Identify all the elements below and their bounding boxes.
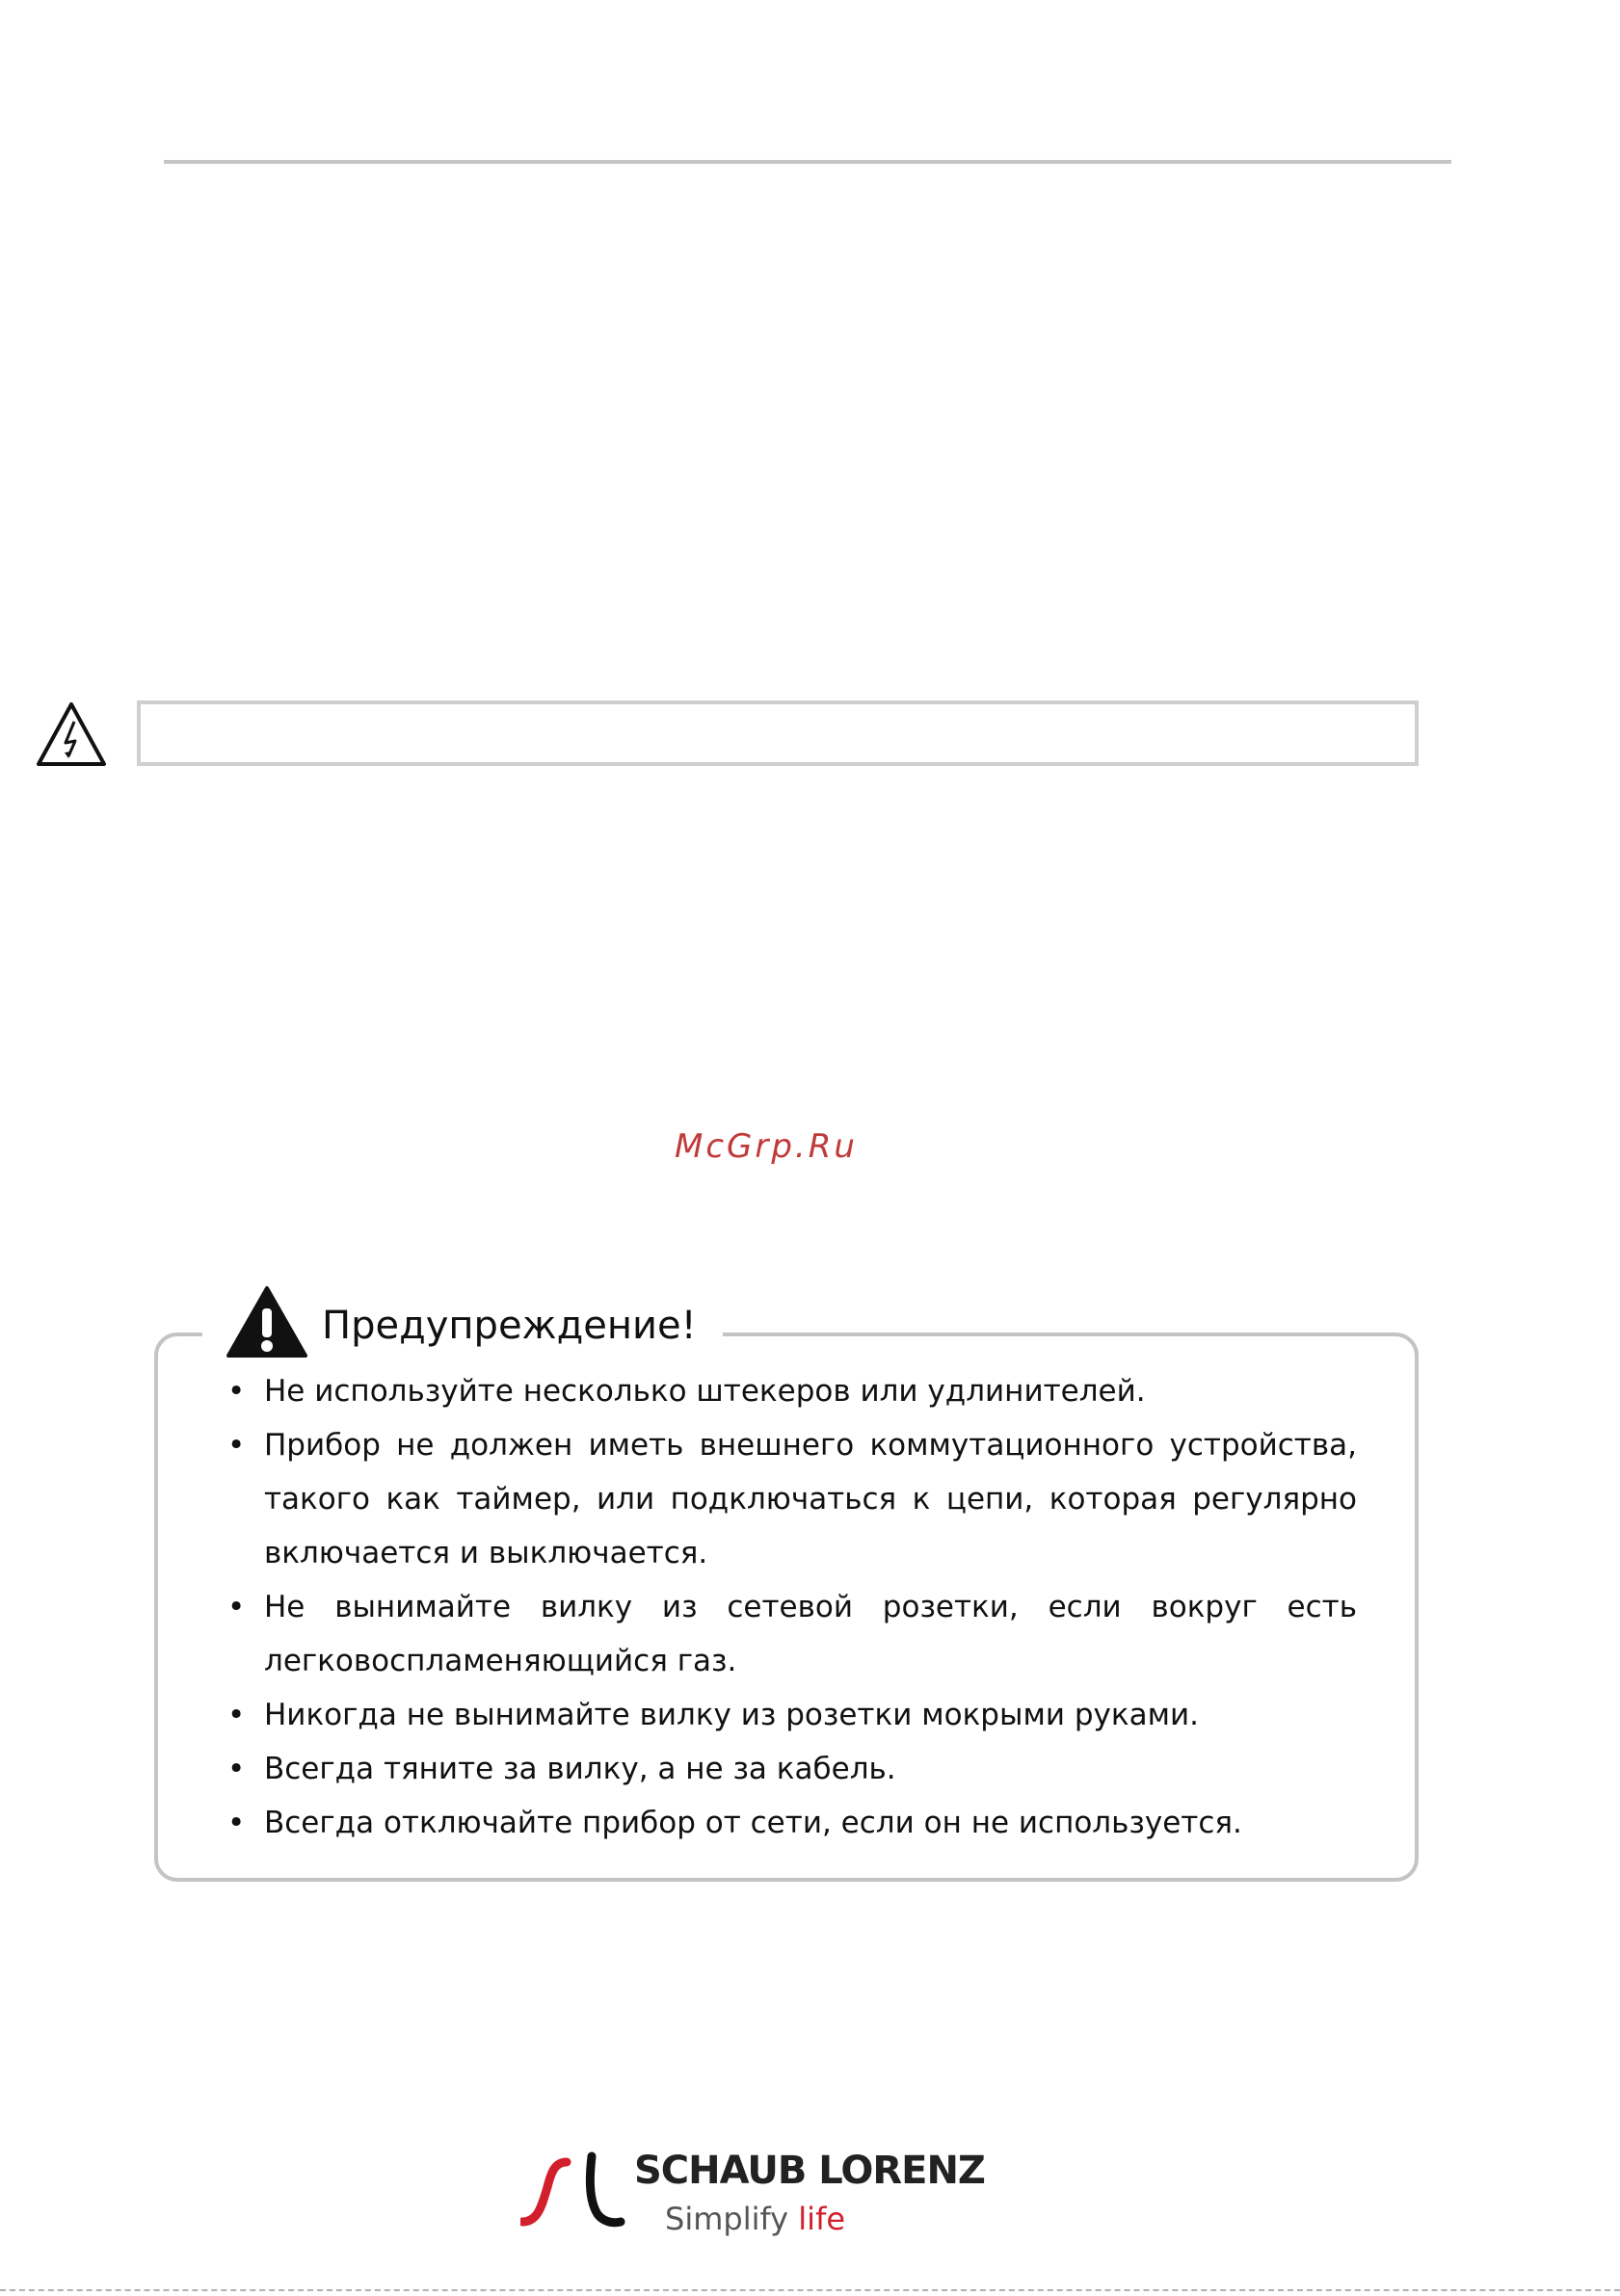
warning-item-text: Прибор не должен иметь внешнего коммутационного устройства, такого как таймер, или подключаться к цепи, которая регулярно включается и выключается. bbox=[264, 1428, 1357, 1570]
electric-shock-warning-icon bbox=[35, 700, 108, 768]
exclamation-warning-icon bbox=[226, 1285, 308, 1359]
bullet: • bbox=[227, 1698, 246, 1732]
warning-list bbox=[227, 1364, 1357, 1850]
bullet: • bbox=[227, 1590, 246, 1624]
warning-item bbox=[227, 1742, 1357, 1796]
brand-logo bbox=[520, 2145, 1041, 2251]
warning-item bbox=[227, 1796, 1357, 1850]
brand-tagline bbox=[665, 2201, 845, 2237]
warning-title: Предупреждение! bbox=[322, 1304, 697, 1348]
brand-name: SCHAUB LORENZ bbox=[634, 2149, 985, 2193]
schaub-lorenz-logo-mark bbox=[520, 2145, 626, 2241]
warning-item-text: Всегда тяните за вилку, а не за кабель. bbox=[264, 1752, 896, 1786]
bullet: • bbox=[227, 1374, 246, 1409]
brand-tagline-accent: life bbox=[798, 2201, 846, 2237]
bottom-divider bbox=[0, 2289, 1620, 2291]
warning-item bbox=[227, 1580, 1357, 1688]
warning-item bbox=[227, 1364, 1357, 1418]
bullet: • bbox=[227, 1428, 246, 1463]
warning-item-text: Никогда не вынимайте вилку из розетки мокрыми руками. bbox=[264, 1698, 1199, 1732]
warning-item-text: Не используйте несколько штекеров или удлинителей. bbox=[264, 1374, 1146, 1409]
bullet: • bbox=[227, 1806, 246, 1840]
bullet: • bbox=[227, 1752, 246, 1786]
warning-item bbox=[227, 1688, 1357, 1742]
empty-notice-box bbox=[137, 700, 1419, 766]
watermark-text: McGrp.Ru bbox=[675, 1127, 858, 1166]
top-divider bbox=[164, 160, 1451, 164]
warning-item-text: Не вынимайте вилку из сетевой розетки, если вокруг есть легковоспламеняющийся газ. bbox=[264, 1590, 1357, 1678]
brand-tagline-text: Simplify bbox=[665, 2201, 789, 2237]
warning-item-text: Всегда отключайте прибор от сети, если он не используется. bbox=[264, 1806, 1242, 1840]
warning-item bbox=[227, 1418, 1357, 1580]
